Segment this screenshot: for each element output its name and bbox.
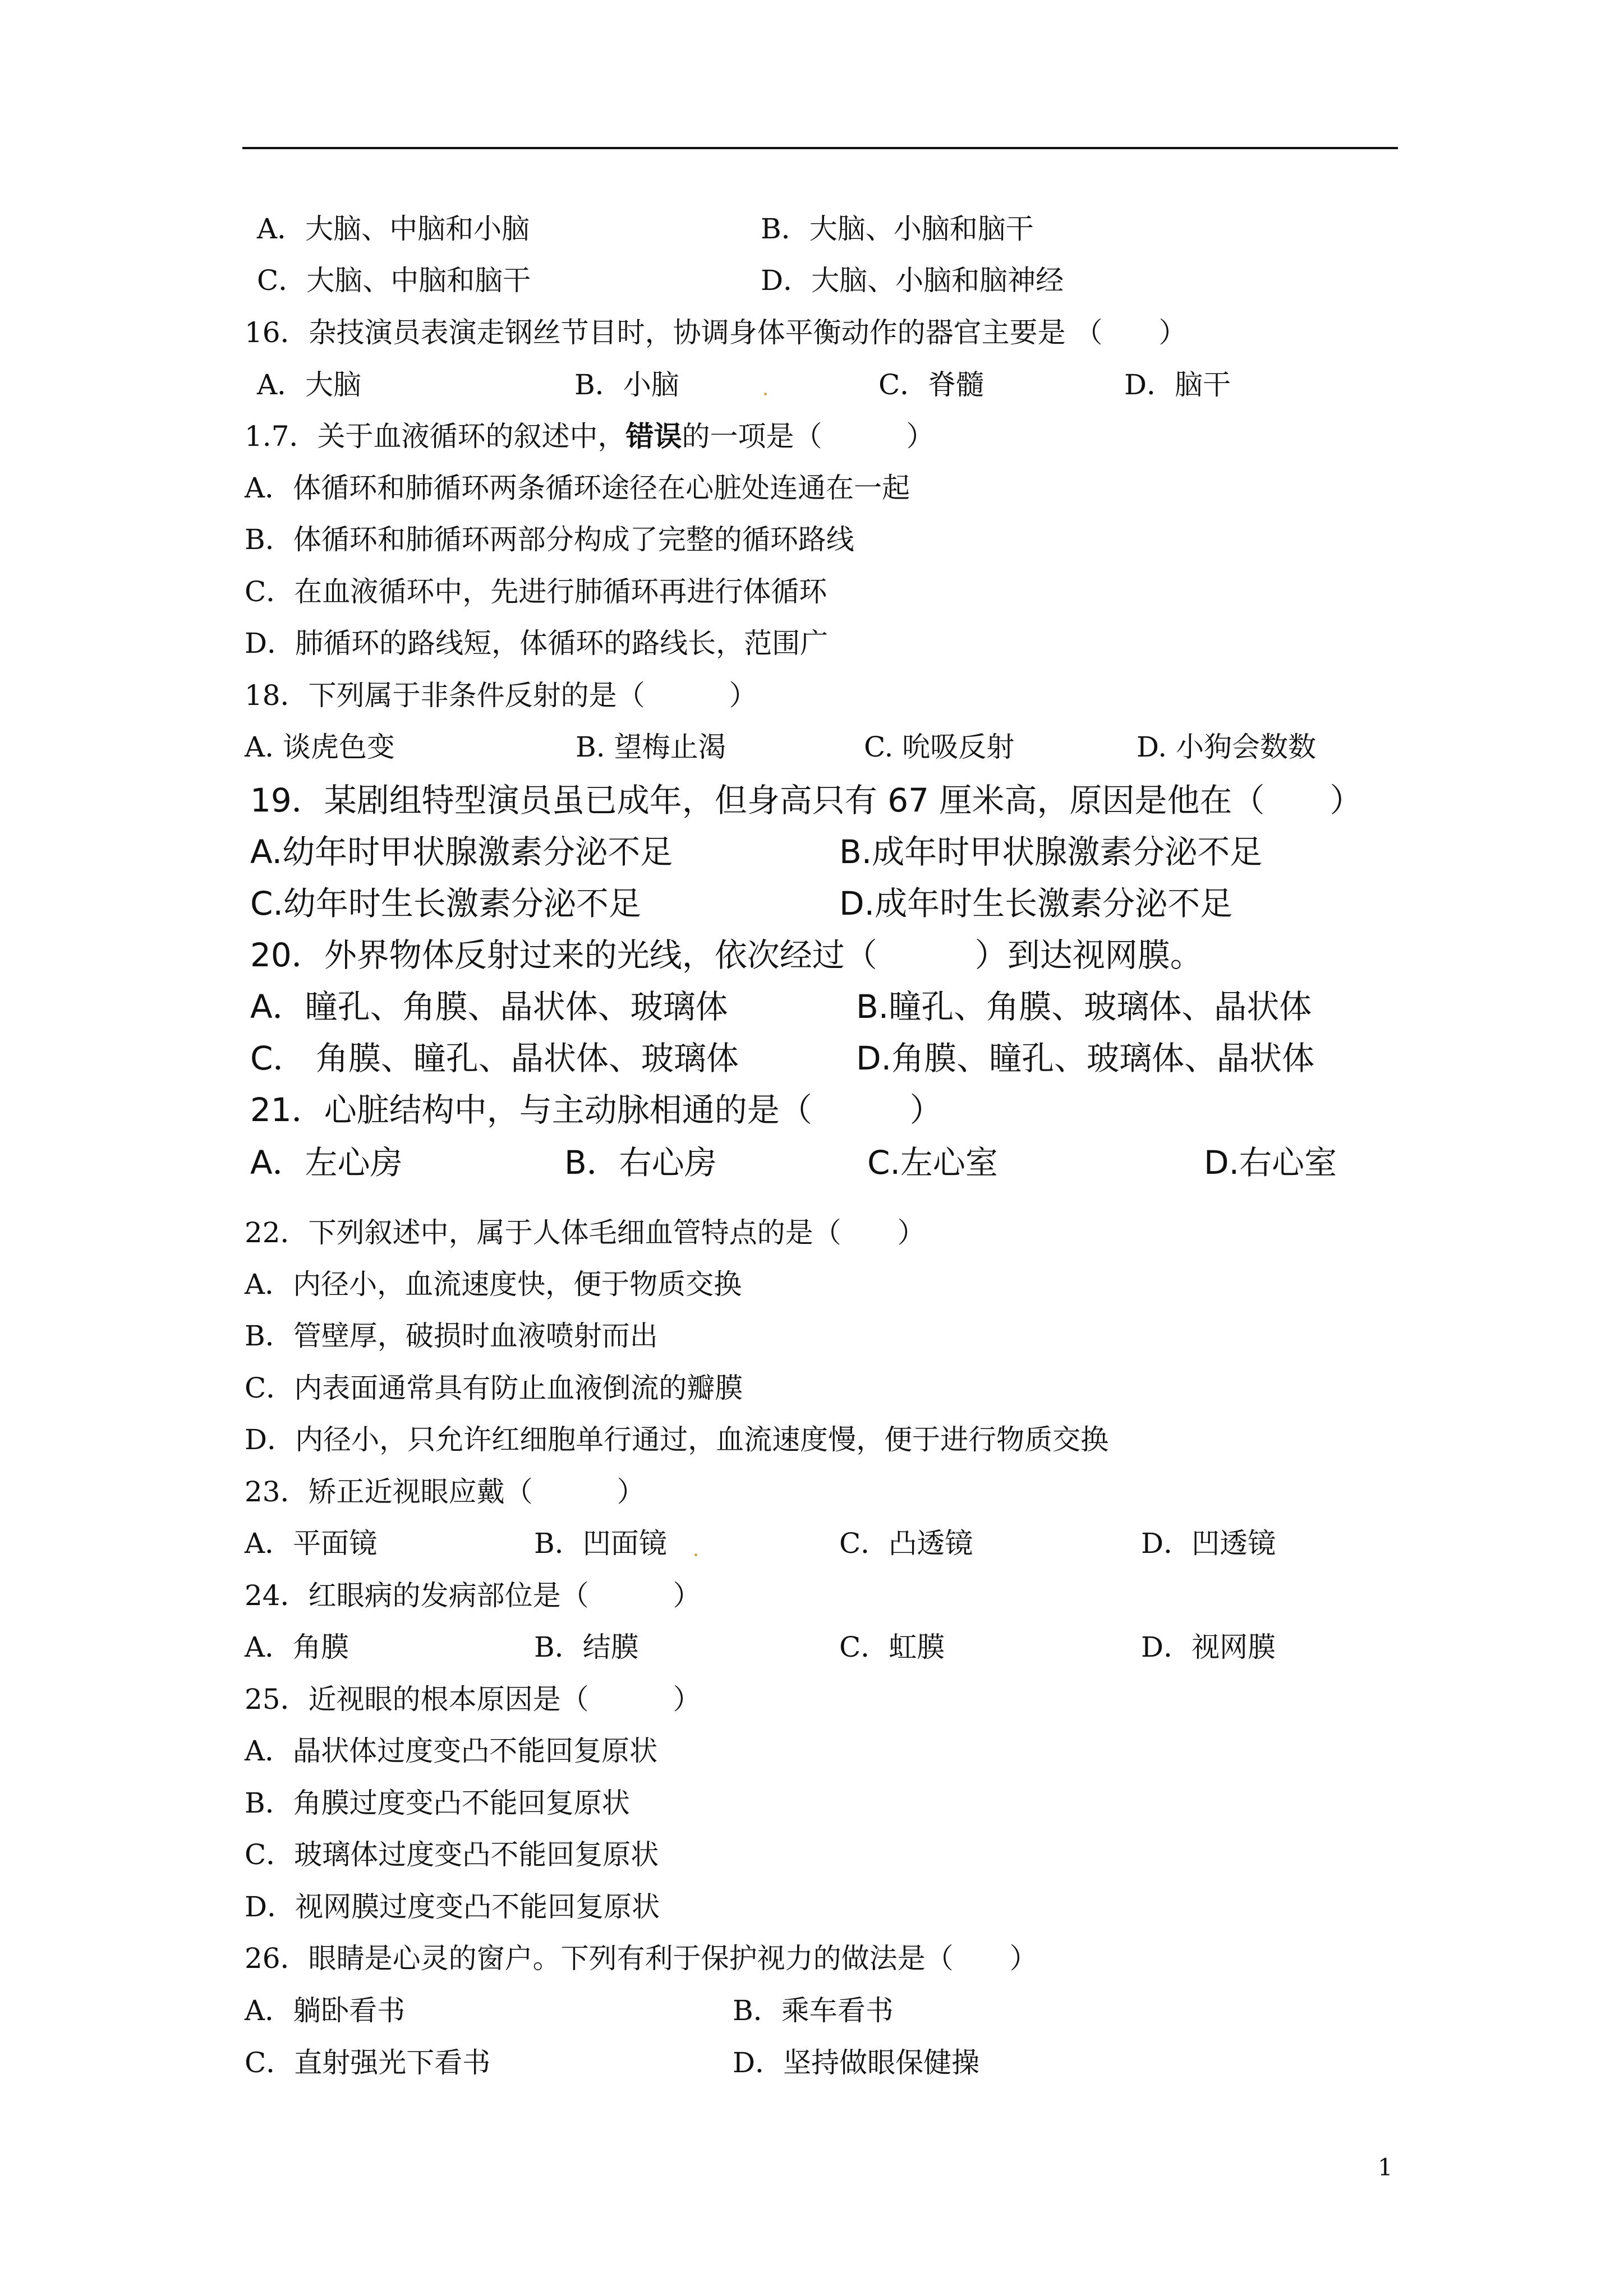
q18-option-a: A. 谈虎色变: [245, 731, 395, 763]
q16-stem: 16．杂技演员表演走钢丝节目时，协调身体平衡动作的器官主要是 （ ）: [245, 316, 1187, 349]
q25-option-d: D．视网膜过度变凸不能回复原状: [245, 1891, 660, 1923]
q18-option-b: B. 望梅止渴: [576, 731, 726, 763]
q16-option-c: C．脊髓: [878, 368, 984, 401]
q25-option-a: A．晶状体过度变凸不能回复原状: [245, 1735, 658, 1767]
q25-option-b: B．角膜过度变凸不能回复原状: [245, 1787, 630, 1819]
q26-option-d: D．坚持做眼保健操: [733, 2046, 980, 2079]
q19-option-d: D.成年时生长激素分泌不足: [839, 884, 1233, 923]
q26-option-a: A．躺卧看书: [245, 1994, 406, 2027]
q26-stem: 26．眼睛是心灵的窗户。下列有利于保护视力的做法是（ ）: [245, 1942, 1038, 1975]
q21-option-d: D.右心室: [1204, 1144, 1337, 1182]
q24-option-b: B．结膜: [534, 1631, 639, 1663]
stray-dot: [694, 1553, 697, 1556]
q18-option-c: C. 吮吸反射: [864, 731, 1015, 763]
page-number: 1: [1378, 2154, 1393, 2181]
q18-stem: 18．下列属于非条件反射的是（ ）: [245, 679, 757, 712]
q17-stem: [245, 419, 935, 453]
q23-option-b: B．凹面镜: [534, 1527, 667, 1560]
q15-option-c: C．大脑、中脑和脑干: [257, 264, 531, 297]
q23-option-d: D．凹透镜: [1141, 1527, 1276, 1560]
q15-option-b: B．大脑、小脑和脑干: [761, 213, 1034, 245]
q26-option-c: C．直射强光下看书: [245, 2046, 491, 2079]
q25-stem: 25．近视眼的根本原因是（ ）: [245, 1683, 701, 1716]
q17-option-d: D．肺循环的路线短，体循环的路线长，范围广: [245, 627, 829, 660]
q15-option-a: A．大脑、中脑和小脑: [257, 213, 530, 245]
q17-stem-before: 1.7．关于血液循环的叙述中，: [245, 420, 626, 453]
q18-option-d: D. 小狗会数数: [1137, 731, 1317, 763]
q26-option-b: B．乘车看书: [733, 1994, 894, 2027]
q20-option-b: B.瞳孔、角膜、玻璃体、晶状体: [856, 988, 1312, 1026]
q22-option-b: B．管壁厚，破损时血液喷射而出: [245, 1320, 658, 1352]
q21-option-a: A．左心房: [250, 1144, 403, 1182]
q24-option-c: C．虹膜: [839, 1631, 945, 1663]
q17-option-c: C．在血液循环中，先进行肺循环再进行体循环: [245, 575, 827, 608]
q24-stem: 24．红眼病的发病部位是（ ）: [245, 1579, 701, 1612]
stray-dot: [764, 393, 767, 395]
q19-option-a: A.幼年时甲状腺激素分泌不足: [250, 833, 673, 871]
q20-option-a: A．瞳孔、角膜、晶状体、玻璃体: [250, 988, 728, 1026]
q22-option-c: C．内表面通常具有防止血液倒流的瓣膜: [245, 1372, 743, 1404]
q24-option-d: D．视网膜: [1141, 1631, 1276, 1663]
q19-option-b: B.成年时甲状腺激素分泌不足: [839, 833, 1263, 871]
q20-option-c: C． 角膜、瞳孔、晶状体、玻璃体: [250, 1039, 739, 1077]
header-rule: [242, 147, 1398, 149]
q17-stem-after: 的一项是（ ）: [682, 420, 935, 453]
q22-option-a: A．内径小，血流速度快，便于物质交换: [245, 1268, 742, 1301]
q19-stem: 19．某剧组特型演员虽已成年，但身高只有 67 厘米高，原因是他在（ ）: [250, 781, 1363, 819]
q23-option-a: A．平面镜: [245, 1527, 378, 1560]
q25-option-c: C．玻璃体过度变凸不能回复原状: [245, 1838, 659, 1871]
q19-option-c: C.幼年时生长激素分泌不足: [250, 884, 641, 923]
q20-option-d: D.角膜、瞳孔、玻璃体、晶状体: [856, 1039, 1315, 1077]
q15-option-d: D．大脑、小脑和脑神经: [761, 264, 1064, 297]
q16-option-b: B．小脑: [574, 368, 679, 401]
q17-option-a: A．体循环和肺循环两条循环途径在心脏处连通在一起: [245, 472, 910, 504]
q20-stem: 20．外界物体反射过来的光线，依次经过（ ）到达视网膜。: [250, 936, 1203, 974]
q17-stem-emphasis: 错误: [625, 419, 682, 453]
q23-option-c: C．凸透镜: [839, 1527, 973, 1560]
q21-option-b: B．右心房: [564, 1144, 717, 1182]
q16-option-d: D．脑干: [1124, 368, 1231, 401]
q23-stem: 23．矫正近视眼应戴（ ）: [245, 1476, 645, 1508]
q21-option-c: C.左心室: [867, 1144, 998, 1182]
q21-stem: 21．心脏结构中，与主动脉相通的是（ ）: [250, 1091, 942, 1129]
q16-option-a: A．大脑: [257, 368, 362, 401]
q22-option-d: D．内径小，只允许红细胞单行通过，血流速度慢，便于进行物质交换: [245, 1423, 1109, 1456]
q17-option-b: B．体循环和肺循环两部分构成了完整的循环路线: [245, 523, 854, 556]
q22-stem: 22．下列叙述中，属于人体毛细血管特点的是（ ）: [245, 1216, 926, 1249]
q24-option-a: A．角膜: [245, 1631, 349, 1663]
